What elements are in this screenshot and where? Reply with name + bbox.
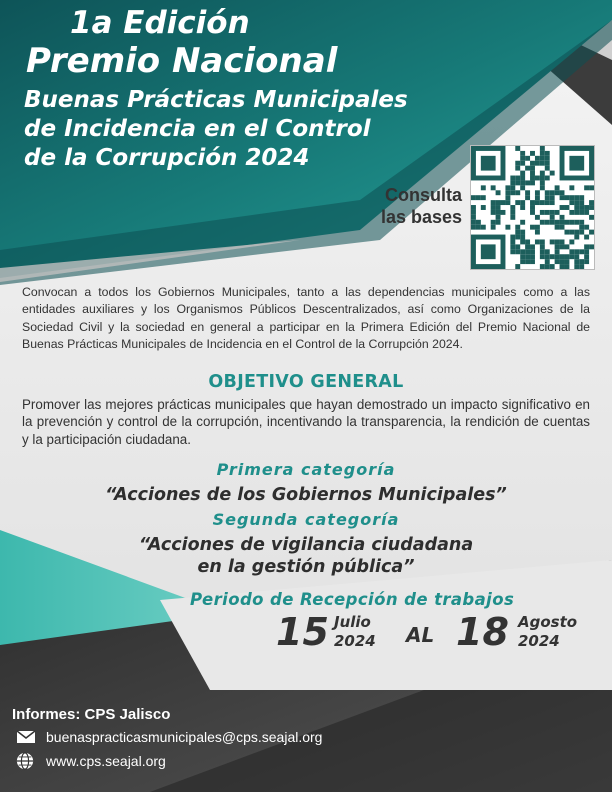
category-2-title-line-2: en la gestión pública” [197,557,415,577]
globe-icon [16,752,34,770]
award-title: Premio Nacional [26,41,338,81]
category-1-heading: Primera categoría [216,460,396,479]
qr-code-graphic [471,146,594,269]
end-month-year [518,613,577,651]
award-subtitle [24,86,408,173]
objective-heading: OBJETIVO GENERAL [208,372,404,392]
end-month: Agosto [518,613,578,631]
start-day: 15 [276,610,329,654]
qr-label [366,184,462,228]
category-2-heading: Segunda categoría [212,510,400,529]
category-2-title [0,534,612,578]
contact-email[interactable]: buenaspracticasmunicipales@cps.seajal.org [46,729,323,745]
subtitle-line-3: de la Corrupción 2024 [24,145,310,171]
period-heading: Periodo de Recepción de trabajos [190,590,515,609]
contact-heading: Informes: CPS Jalisco [12,706,171,723]
objective-text: Promover las mejores prácticas municipales que hayan demostrado un impacto significativo en la prevención y control de la corrupción, incentivando la transparencia, la rendición de cuentas y la participación ciudadana. [22,397,590,447]
edition-title: 1a Edición [70,5,250,41]
end-year: 2024 [518,632,560,650]
category-2-title-line-1: “Acciones de vigilancia ciudadana [138,535,474,555]
subtitle-line-1: Buenas Prácticas Municipales [24,87,408,113]
end-day: 18 [456,610,509,654]
start-month-year [334,613,376,651]
start-month: Julio [334,613,371,631]
intro-paragraph: Convocan a todos los Gobiernos Municipales, tanto a las dependencias municipales como a las entidades auxiliares y los Organismos Públicos Descentralizados, así como Organizaciones de la Sociedad Civil y la sociedad en general a participar en la Primera Edición del Premio Nacional de Buenas Prácticas Municipales de Incidencia en el Control de la Corrupción 2024. [22,285,590,352]
mail-icon [16,729,36,745]
contact-website[interactable]: www.cps.seajal.org [46,753,166,769]
category-1-title: “Acciones de los Gobiernos Municipales” [105,485,507,505]
date-connector: AL [406,623,435,647]
qr-label-line-1: Consulta [384,185,462,205]
subtitle-line-2: de Incidencia en el Control [24,116,371,142]
qr-code[interactable] [470,145,595,270]
start-year: 2024 [334,632,376,650]
qr-label-line-2: las bases [380,207,462,227]
